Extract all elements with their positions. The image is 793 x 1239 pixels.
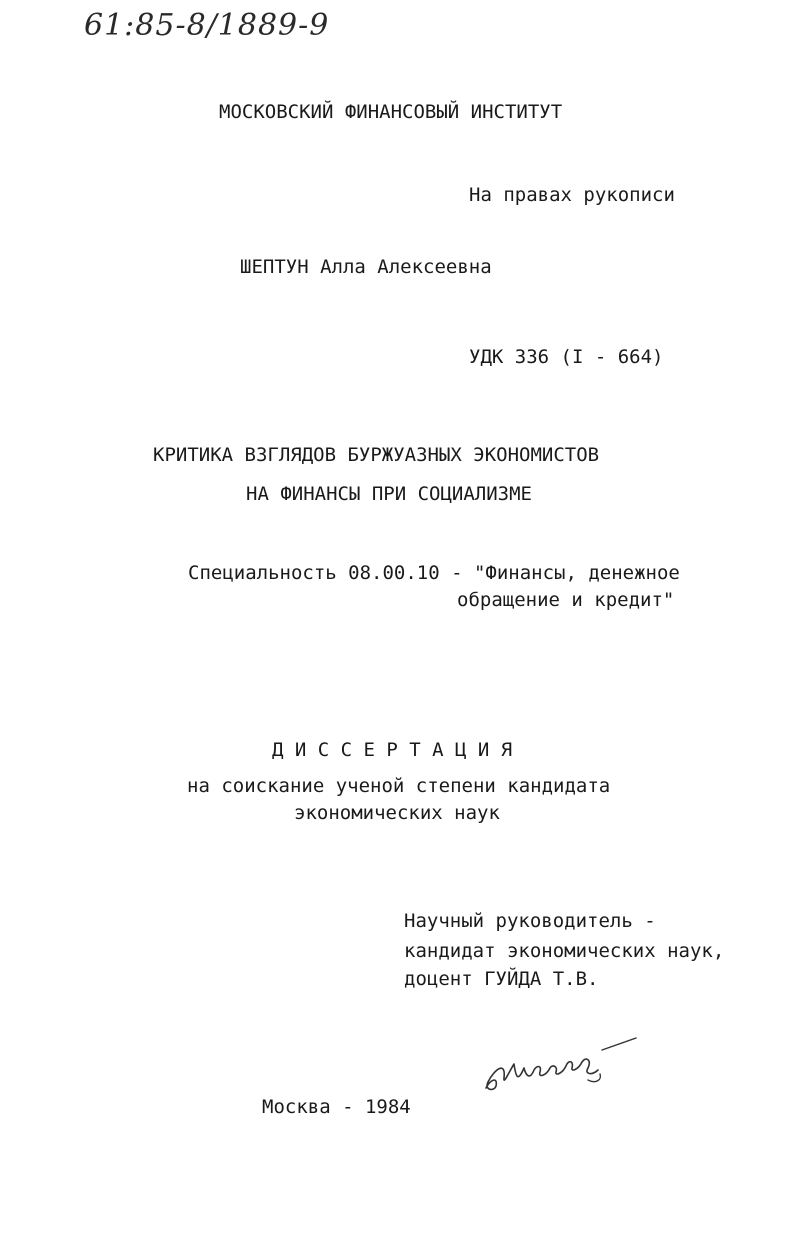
supervisor-line-2: кандидат экономических наук, (404, 940, 725, 962)
supervisor-line-3: доцент ГУЙДА Т.В. (404, 968, 599, 990)
handwritten-signature-icon (476, 1030, 646, 1100)
title-line-2: НА ФИНАНСЫ ПРИ СОЦИАЛИЗМЕ (246, 483, 532, 505)
title-line-1: КРИТИКА ВЗГЛЯДОВ БУРЖУАЗНЫХ ЭКОНОМИСТОВ (153, 444, 600, 466)
udc-code: УДК 336 (I - 664) (469, 346, 664, 368)
place-and-year: Москва - 1984 (262, 1096, 411, 1118)
dissertation-line-2: экономических наук (294, 802, 500, 824)
institution-name: МОСКОВСКИЙ ФИНАНСОВЫЙ ИНСТИТУТ (219, 101, 563, 123)
author-name: ШЕПТУН Алла Алексеевна (240, 256, 492, 278)
specialty-line-2: обращение и кредит" (457, 589, 675, 611)
manuscript-rights-note: На правах рукописи (469, 184, 675, 206)
specialty-line-1: Специальность 08.00.10 - "Финансы, денежное (188, 562, 680, 584)
dissertation-line-1: на соискание ученой степени кандидата (187, 775, 611, 797)
supervisor-line-1: Научный руководитель - (404, 910, 656, 932)
archive-code: 61:85-8/1889-9 (84, 8, 330, 43)
dissertation-heading: Д И С С Е Р Т А Ц И Я (272, 739, 513, 761)
